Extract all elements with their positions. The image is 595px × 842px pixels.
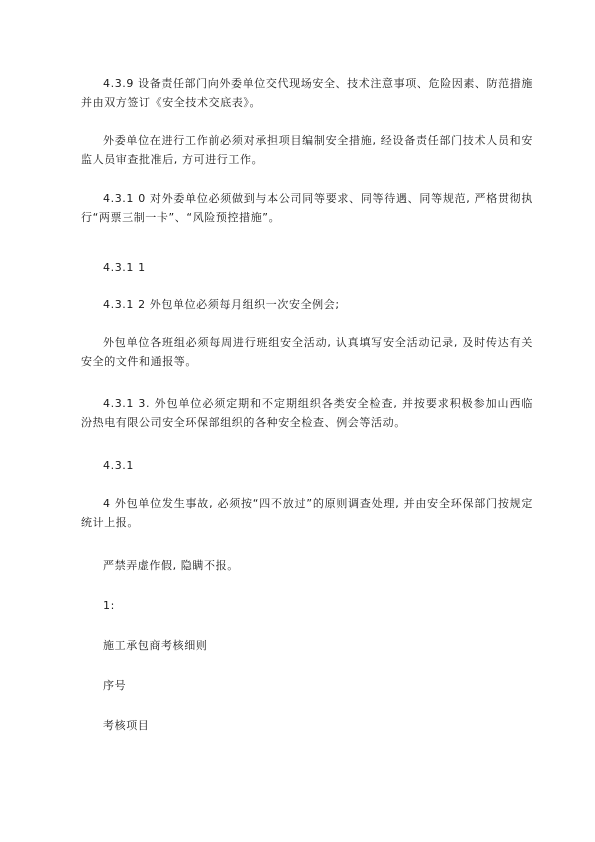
section-title-contractor-rules: 施工承包商考核细则 (103, 639, 208, 652)
table-header-assessment-item: 考核项目 (103, 719, 150, 732)
paragraph-4-3-12: 4.3.1 2 外包单位必须每月组织一次安全例会; (103, 298, 340, 311)
paragraph-4-3-9: 4.3.9 设备责任部门向外委单位交代现场安全、技术注意事项、危险因素、防范措施并由双方签订《安全技术交底表》。 (81, 77, 533, 109)
paragraph-4-3-13: 4.3.1 3. 外包单位必须定期和不定期组织各类安全检查, 并按要求积极参加山西临汾热电有限公司安全环保部组织的各种安全检查、例会等活动。 (81, 397, 533, 429)
paragraph-4-3-10: 4.3.1 0 对外委单位必须做到与本公司同等要求、同等待遇、同等规范, 严格贯彻执行“两票三制一卡”、“风险预控措施”。 (81, 192, 533, 224)
paragraph-team-activities: 外包单位各班组必须每周进行班组安全活动, 认真填写安全活动记录, 及时传达有关安全的文件和通报等。 (81, 336, 533, 368)
paragraph-accident-handling: 4 外包单位发生事故, 必须按“四不放过”的原则调查处理, 并由安全环保部门按规定统计上报。 (81, 497, 533, 529)
appendix-number: 1: (103, 599, 115, 612)
paragraph-safety-measures: 外委单位在进行工作前必须对承担项目编制安全措施, 经设备责任部门技术人员和安监人员审查批准后, 方可进行工作。 (81, 134, 533, 166)
paragraph-no-falsification: 严禁弄虚作假, 隐瞒不报。 (103, 559, 239, 572)
table-header-serial-number: 序号 (103, 679, 127, 692)
paragraph-4-3-1: 4.3.1 (103, 459, 134, 472)
paragraph-4-3-11: 4.3.1 1 (103, 261, 146, 274)
